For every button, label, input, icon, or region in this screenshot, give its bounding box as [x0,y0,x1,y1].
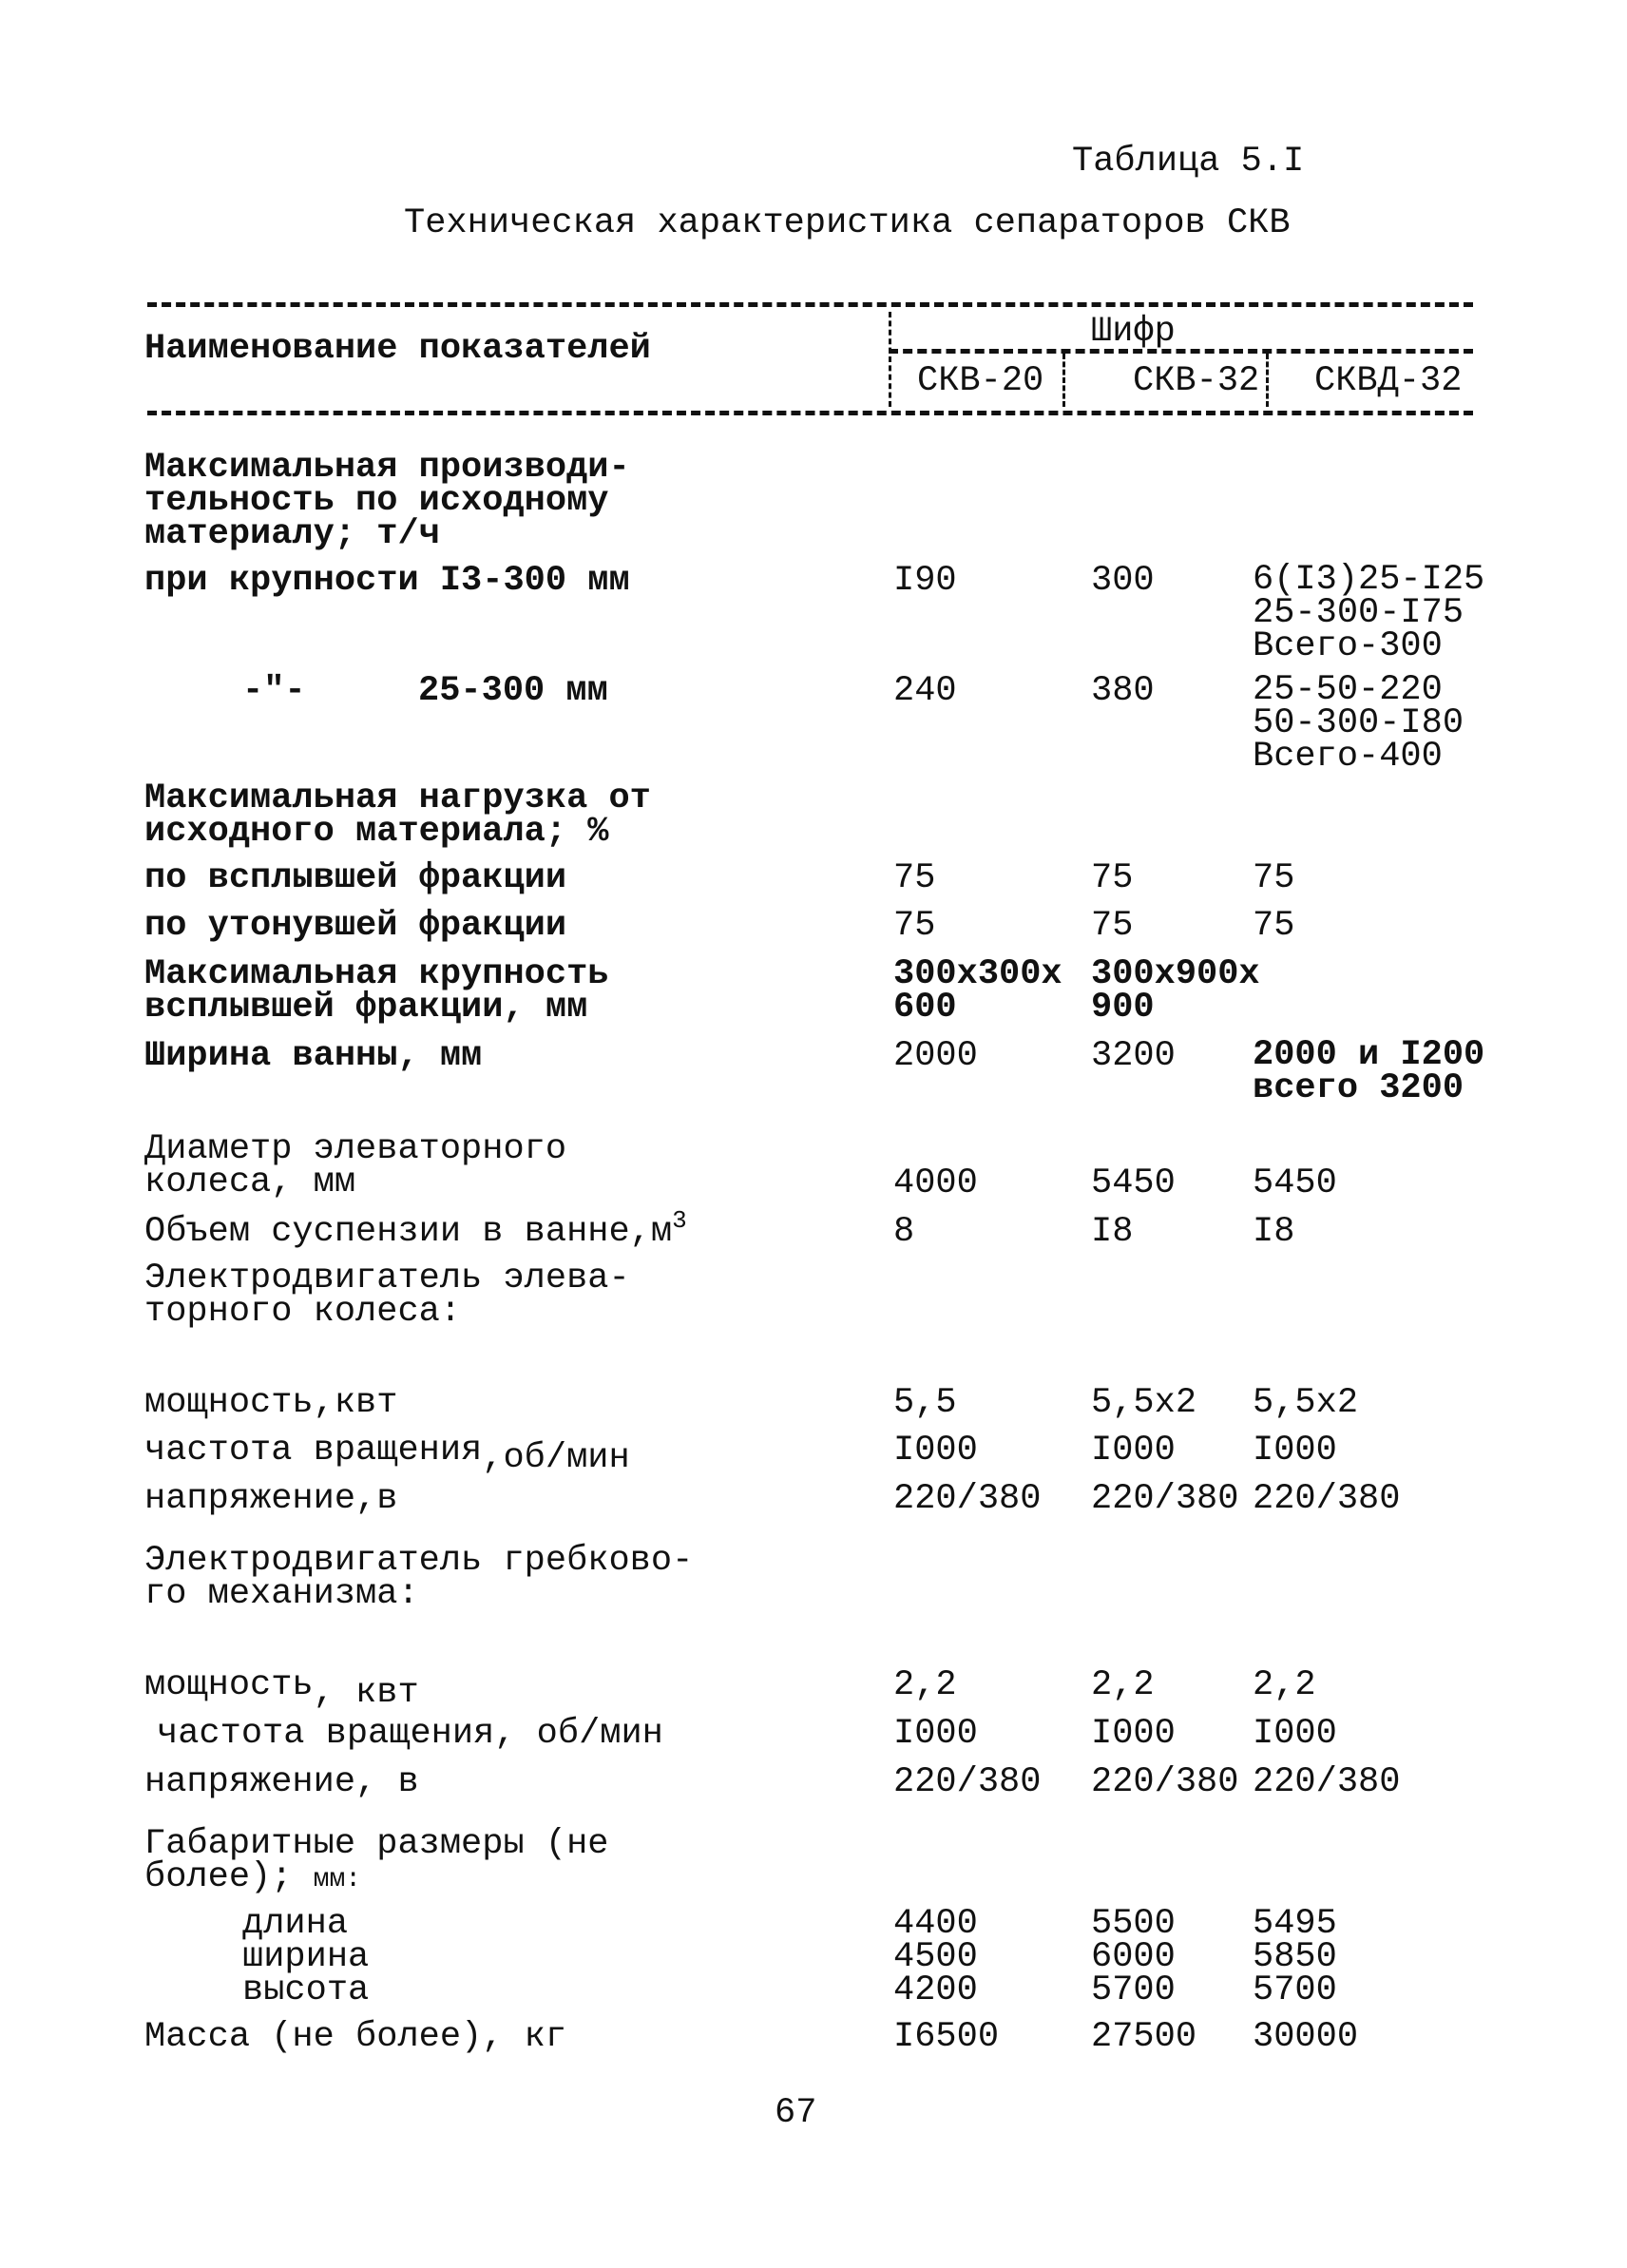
dims-labels: длина ширина высота [242,1904,370,2010]
value-bath-skv20: 2000 [893,1036,978,1076]
header-col-skv20: СКВ-20 [917,361,1044,401]
value-mass-skv20: I6500 [893,2017,1000,2057]
value-sink-skv20: 75 [893,906,936,946]
header-code-group: Шифр [1091,312,1176,352]
value-mass-skv32: 27500 [1091,2017,1197,2057]
section-dims-title: Габаритные размеры (не более); мм: [144,1824,609,1897]
value-m1-power-skv32: 5,5х2 [1091,1383,1197,1423]
value-m1-volt-skv32: 220/380 [1091,1479,1239,1519]
value-m1-power-skv20: 5,5 [893,1383,957,1423]
row-label-cap25: 25-300 мм [418,671,608,711]
value-m2-volt-skvd32: 220/380 [1253,1762,1401,1802]
row-label-m1-volt: напряжение,в [144,1479,398,1519]
value-m1-speed-skv20: I000 [893,1431,978,1470]
value-cap13-skv32: 300 [1091,561,1155,601]
header-col-skvd32: СКВД-32 [1314,361,1463,401]
value-m1-volt-skvd32: 220/380 [1253,1479,1401,1519]
value-bath-skvd32: 2000 и I200 всего 3200 [1253,1035,1485,1108]
row-ditto-cap25: -"- [242,671,306,711]
value-float-skv20: 75 [893,858,936,898]
value-bath-skv32: 3200 [1091,1036,1176,1076]
header-mid-rule [889,349,1473,354]
value-cap13-skvd32: 6(I3)25-I25 25-300-I75 Всего-300 [1253,560,1485,666]
value-float-skvd32: 75 [1253,858,1295,898]
section-capacity-title: Максимальная производи- тельность по исходному материалу; т/ч [144,448,630,554]
header-bottom-rule [147,411,1473,415]
page-number: 67 [775,2093,817,2133]
value-cap25-skv20: 240 [893,671,957,711]
section-motor2-title: Электродвигатель гребково- го механизма: [144,1541,694,1614]
value-m2-power-skv32: 2,2 [1091,1665,1155,1705]
value-cap25-skvd32: 25-50-220 50-300-I80 Всего-400 [1253,670,1464,777]
row-label-bath: Ширина ванны, мм [144,1036,483,1076]
value-dims-skvd32: 5495 5850 5700 [1253,1904,1337,2010]
value-m2-power-skvd32: 2,2 [1253,1665,1316,1705]
value-m2-speed-skv32: I000 [1091,1714,1176,1754]
row-label-maxsize: Максимальная крупность всплывшей фракции, мм [144,954,609,1028]
header-col-skv32: СКВ-32 [1133,361,1260,401]
row-label-m1-speed: частота вращения,об/мин [144,1431,630,1478]
value-wheel-skv32: 5450 [1091,1163,1176,1203]
header-name-column: Наименование показателей [144,329,651,369]
column-divider-3 [1266,354,1269,407]
top-rule [147,302,1473,307]
row-label-sink: по утонувшей фракции [144,906,567,946]
value-float-skv32: 75 [1091,858,1134,898]
value-m2-volt-skv20: 220/380 [893,1762,1042,1802]
value-m2-volt-skv32: 220/380 [1091,1762,1239,1802]
value-m2-speed-skvd32: I000 [1253,1714,1337,1754]
value-wheel-skv20: 4000 [893,1163,978,1203]
row-label-mass: Масса (не более), кг [144,2017,567,2057]
value-wheel-skvd32: 5450 [1253,1163,1337,1203]
row-label-m2-volt: напряжение, в [144,1762,419,1802]
table-number: Таблица 5.I [1072,142,1305,182]
row-label-m1-power: мощность,квт [144,1383,398,1423]
row-label-cap13: при крупности I3-300 мм [144,561,630,601]
value-m2-speed-skv20: I000 [893,1714,978,1754]
table-title: Техническая характеристика сепараторов СКВ [404,203,1291,243]
row-label-wheel: Диаметр элеваторного колеса, мм [144,1129,567,1202]
value-dims-skv32: 5500 6000 5700 [1091,1904,1176,2010]
row-label-volume: Объем суспензии в $ванне,м^3$ [144,1206,687,1252]
value-dims-skv20: 4400 4500 4200 [893,1904,978,2010]
value-cap13-skv20: I90 [893,561,957,601]
section-motor1-title: Электродвигатель элева- торного колеса: [144,1259,630,1332]
value-sink-skv32: 75 [1091,906,1134,946]
value-maxsize-skv32: 300х900х 900 [1091,954,1260,1028]
value-volume-skvd32: I8 [1253,1212,1295,1252]
value-m1-power-skvd32: 5,5х2 [1253,1383,1359,1423]
row-label-m2-speed: частота вращения, об/мин [157,1714,663,1754]
column-divider-1 [889,312,891,407]
column-divider-2 [1062,354,1065,407]
value-mass-skvd32: 30000 [1253,2017,1359,2057]
value-m1-volt-skv20: 220/380 [893,1479,1042,1519]
value-volume-skv32: I8 [1091,1212,1134,1252]
value-m1-speed-skv32: I000 [1091,1431,1176,1470]
section-load-title: Максимальная нагрузка от исходного материала; % [144,778,651,852]
value-cap25-skv32: 380 [1091,671,1155,711]
row-label-m2-power: мощность, квт [144,1665,419,1713]
value-m1-speed-skvd32: I000 [1253,1431,1337,1470]
value-m2-power-skv20: 2,2 [893,1665,957,1705]
row-label-float: по всплывшей фракции [144,858,567,898]
value-maxsize-skv20: 300х300х 600 [893,954,1062,1028]
value-sink-skvd32: 75 [1253,906,1295,946]
value-volume-skv20: 8 [893,1212,915,1252]
